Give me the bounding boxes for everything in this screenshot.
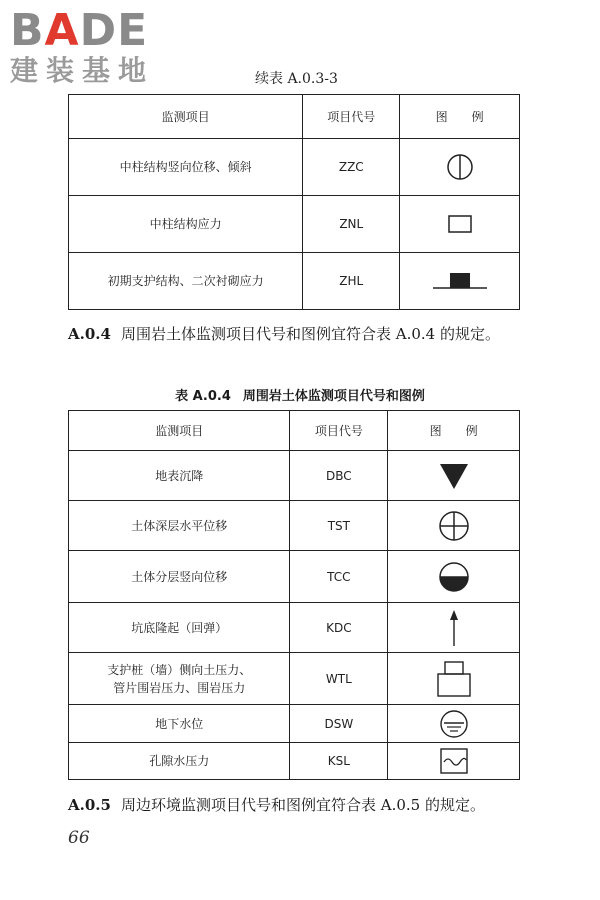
header-cell: 图 例: [388, 411, 520, 451]
legend-cell: [388, 551, 520, 603]
item-cell: 初期支护结构、二次衬砌应力: [69, 253, 303, 310]
code-cell: ZZC: [303, 139, 400, 196]
table-a04-title: [0, 385, 600, 404]
item-line: 管片围岩压力、围岩压力: [113, 680, 246, 695]
legend-cell: [388, 501, 520, 551]
legend-cell: [388, 451, 520, 501]
half-filled-circle-icon: [437, 560, 471, 594]
table-header-row: [69, 411, 520, 451]
logo: [10, 5, 180, 88]
up-arrow-icon: [446, 608, 462, 648]
table-header-row: [69, 95, 520, 139]
circle-vertical-line-icon: [445, 152, 475, 182]
code-cell: WTL: [290, 653, 388, 705]
header-cell: 项目代号: [303, 95, 400, 139]
code-cell: DBC: [290, 451, 388, 501]
circle-crosshair-icon: [437, 509, 471, 543]
item-cell: 孔隙水压力: [69, 743, 290, 780]
table-a033-caption: 续表 A.0.3-3: [255, 71, 338, 87]
item-cell: 土体分层竖向位移: [69, 551, 290, 603]
code-cell: ZNL: [303, 196, 400, 253]
legend-cell: [388, 603, 520, 653]
paragraph-a04: [68, 322, 528, 346]
table-title-text: 周围岩土体监测项目代号和图例: [242, 389, 425, 404]
paragraph-text: 周围岩土体监测项目代号和图例宜符合表 A.0.4 的规定。: [120, 325, 500, 343]
rectangle-icon: [447, 214, 473, 234]
item-cell: 中柱结构竖向位移、倾斜: [69, 139, 303, 196]
paragraph-number: A.0.5: [68, 796, 111, 814]
item-line: 支护桩（墙）侧向土压力、: [107, 662, 252, 677]
table-row: [69, 253, 520, 310]
code-cell: KDC: [290, 603, 388, 653]
table-a033: [68, 94, 520, 310]
legend-cell: [388, 743, 520, 780]
pressure-cell-icon: [436, 659, 472, 699]
wave-box-icon: [438, 746, 470, 776]
code-cell: DSW: [290, 705, 388, 743]
table-row: [69, 196, 520, 253]
table-row: [69, 705, 520, 743]
table-row: [69, 451, 520, 501]
inverted-triangle-icon: [438, 461, 470, 491]
logo-latin: BADE: [10, 5, 149, 56]
header-cell: 项目代号: [290, 411, 388, 451]
code-cell: TST: [290, 501, 388, 551]
code-cell: KSL: [290, 743, 388, 780]
table-row: [69, 551, 520, 603]
header-cell: 图 例: [400, 95, 520, 139]
page-number: 66: [68, 828, 90, 848]
legend-cell: [400, 196, 520, 253]
logo-accent-letter: A: [44, 5, 80, 56]
filled-block-on-line-icon: [430, 270, 490, 292]
item-cell: 坑底隆起（回弹）: [69, 603, 290, 653]
item-cell: 中柱结构应力: [69, 196, 303, 253]
header-cell: 监测项目: [69, 95, 303, 139]
table-row: [69, 501, 520, 551]
item-cell: 地下水位: [69, 705, 290, 743]
logo-chinese: 建装基地: [10, 54, 155, 87]
table-row: [69, 653, 520, 705]
legend-cell: [400, 139, 520, 196]
table-row: [69, 743, 520, 780]
table-row: [69, 603, 520, 653]
paragraph-text: 周边环境监测项目代号和图例宜符合表 A.0.5 的规定。: [120, 796, 485, 814]
legend-cell: [388, 705, 520, 743]
paragraph-number: A.0.4: [68, 325, 111, 343]
table-a04: [68, 410, 520, 780]
water-level-circle-icon: [438, 709, 470, 739]
table-number: 表 A.0.4: [175, 389, 231, 404]
legend-cell: [400, 253, 520, 310]
code-cell: ZHL: [303, 253, 400, 310]
item-cell: 土体深层水平位移: [69, 501, 290, 551]
item-cell: [69, 653, 290, 705]
legend-cell: [388, 653, 520, 705]
paragraph-a05: [68, 793, 528, 817]
table-row: [69, 139, 520, 196]
header-cell: 监测项目: [69, 411, 290, 451]
code-cell: TCC: [290, 551, 388, 603]
item-cell: 地表沉降: [69, 451, 290, 501]
